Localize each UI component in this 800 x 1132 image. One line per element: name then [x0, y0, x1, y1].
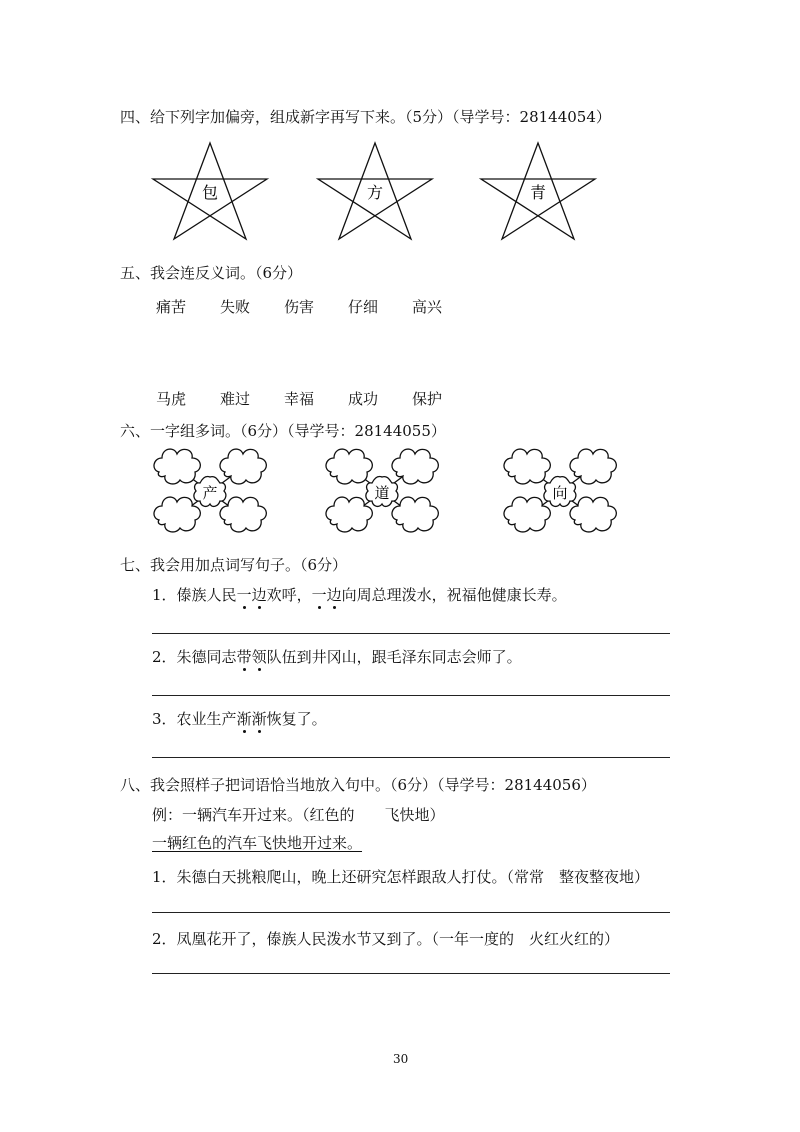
- top-word-5: 高兴: [412, 298, 443, 316]
- top-word-3: 伤害: [284, 298, 315, 316]
- page-number: 30: [393, 1052, 409, 1066]
- bottom-word-1: 马虎: [156, 390, 187, 408]
- emphasized-char: 一: [311, 586, 327, 604]
- stars-row: [150, 140, 630, 245]
- top-word-4: 仔细: [348, 298, 379, 316]
- cloud-answer-box[interactable]: [326, 449, 372, 484]
- star-1: [153, 143, 267, 239]
- star-char-2: 方: [366, 183, 384, 202]
- bottom-word-5: 保护: [412, 390, 443, 408]
- center-char-3: 向: [552, 484, 568, 502]
- text: 朱德同志: [176, 648, 237, 666]
- center-char-2: 道: [374, 484, 390, 502]
- emphasized-char: 领: [251, 648, 267, 666]
- answer-line-8-1[interactable]: [152, 912, 670, 913]
- text: 向周总理泼水，祝福他健康长寿。: [341, 586, 567, 604]
- question-number: 2．: [152, 648, 177, 666]
- star-2: [318, 143, 432, 239]
- section-7-title: 七、我会用加点词写句子。（6分）: [120, 556, 348, 574]
- s8-question-2: 2．凤凰花开了，傣族人民泼水节又到了。（一年一度的 火红火红的）: [152, 930, 620, 948]
- text: 欢呼，: [266, 586, 312, 604]
- s8-example-answer: 一辆红色的汽车飞快地开过来。: [152, 834, 363, 852]
- s8-question-1: 1．朱德白天挑粮爬山，晚上还研究怎样跟敌人打仗。（常常 整夜整夜地）: [152, 868, 650, 886]
- star-char-1: 包: [201, 183, 219, 202]
- bottom-word-4: 成功: [348, 390, 379, 408]
- center-char-1: 产: [202, 484, 218, 502]
- cloud-groups: [150, 448, 620, 538]
- question-number: 3．: [152, 710, 177, 728]
- cloud-group-2: [326, 449, 438, 532]
- answer-line-7-2[interactable]: [152, 695, 670, 696]
- answer-line-8-2[interactable]: [152, 973, 670, 974]
- cloud-answer-box[interactable]: [504, 497, 550, 532]
- cloud-answer-box[interactable]: [504, 449, 550, 484]
- cloud-answer-box[interactable]: [220, 497, 266, 532]
- emphasized-char: 边: [326, 586, 342, 604]
- cloud-answer-box[interactable]: [570, 497, 616, 532]
- top-word-2: 失败: [220, 298, 251, 316]
- s7-question-1: [152, 584, 567, 605]
- section-8-title: 八、我会照样子把词语恰当地放入句中。（6分）（导学号：28144056）: [120, 776, 596, 794]
- emphasized-char: 渐: [251, 710, 267, 728]
- answer-line-7-3[interactable]: [152, 757, 670, 758]
- cloud-group-1: [154, 449, 266, 532]
- section-6-title: 六、一字组多词。（6分）（导学号：28144055）: [120, 422, 446, 440]
- text: 农业生产: [176, 710, 237, 728]
- star-3: [481, 143, 595, 239]
- emphasized-char: 边: [251, 586, 267, 604]
- emphasized-char: 带: [236, 648, 252, 666]
- star-char-3: 青: [529, 183, 547, 202]
- emphasized-char: 一: [236, 586, 252, 604]
- answer-line-7-1[interactable]: [152, 633, 670, 634]
- cloud-answer-box[interactable]: [326, 497, 372, 532]
- question-number: 1．: [152, 586, 177, 604]
- section-4-title: 四、给下列字加偏旁，组成新字再写下来。（5分）（导学号：28144054）: [120, 108, 611, 126]
- bottom-word-3: 幸福: [284, 390, 315, 408]
- cloud-answer-box[interactable]: [154, 497, 200, 532]
- emphasized-char: 渐: [236, 710, 252, 728]
- section-5-title: 五、我会连反义词。（6分）: [120, 264, 303, 282]
- s8-example: 例：一辆汽车开过来。（红色的 飞快地）: [152, 806, 445, 824]
- bottom-word-2: 难过: [220, 390, 251, 408]
- s7-question-3: [152, 708, 327, 729]
- cloud-answer-box[interactable]: [392, 497, 438, 532]
- cloud-group-3: [504, 449, 616, 532]
- text: 恢复了。: [266, 710, 327, 728]
- text: 傣族人民: [176, 586, 237, 604]
- top-word-1: 痛苦: [156, 298, 187, 316]
- s7-question-2: [152, 646, 522, 667]
- cloud-answer-box[interactable]: [154, 449, 200, 484]
- text: 队伍到井冈山，跟毛泽东同志会师了。: [266, 648, 522, 666]
